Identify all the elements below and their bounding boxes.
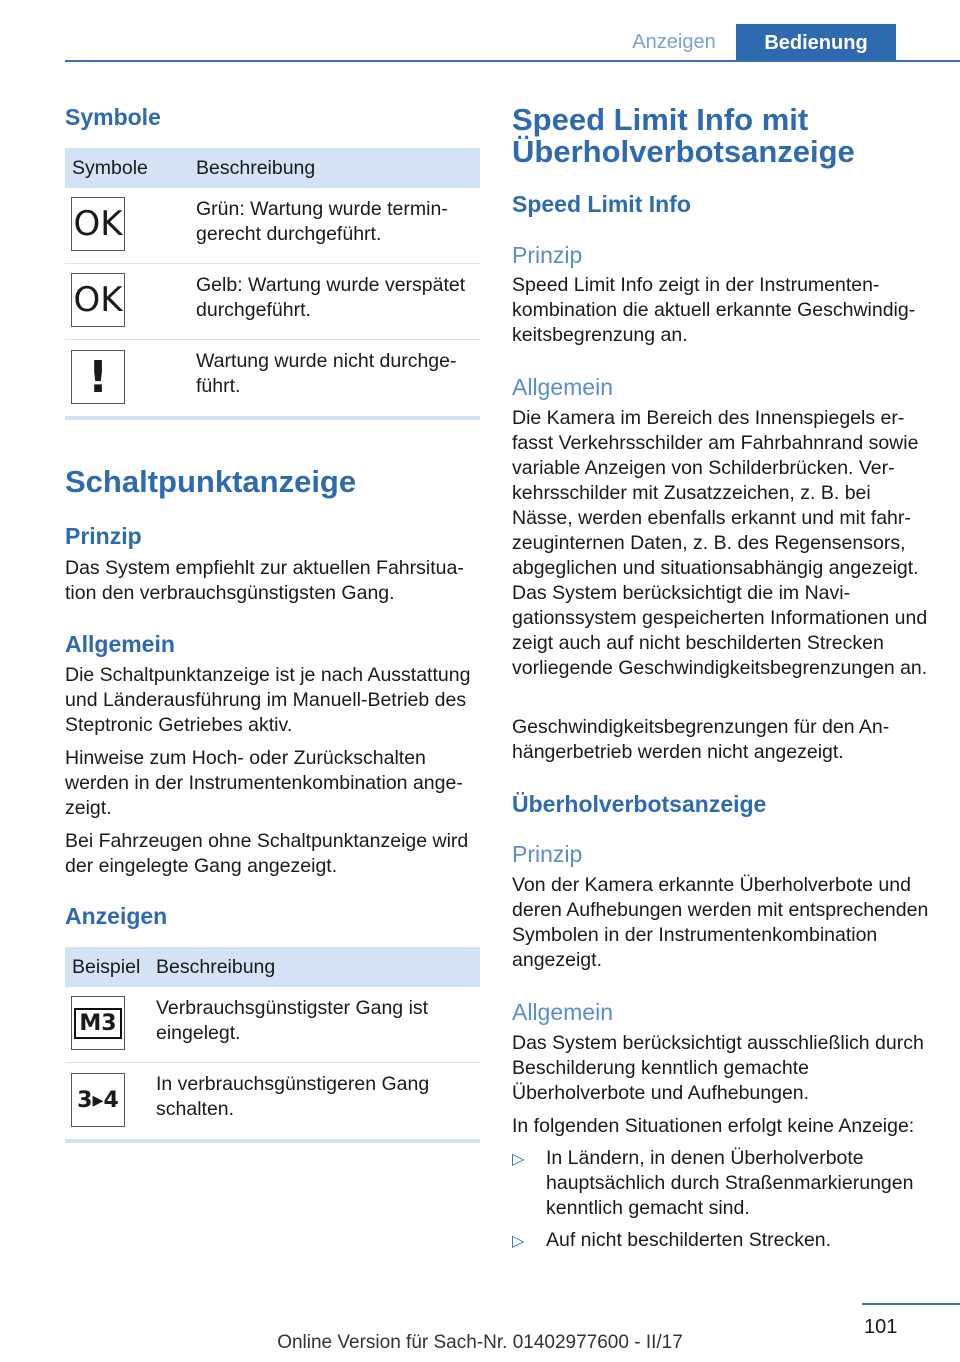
symbole-heading: Symbole <box>65 104 161 130</box>
table-header <box>65 148 480 188</box>
prinzip-heading: Prinzip <box>512 841 583 867</box>
footer-text: Online Version für Sach-Nr. 01402977600 - II/17 <box>277 1332 683 1353</box>
allgemein-paragraph: Hinweise zum Hoch- oder Zurückschalten werden in der Instrumentenkombination angezeigt. <box>65 747 463 819</box>
ok-green-icon: OK <box>71 197 125 251</box>
ok-yellow-icon: OK <box>71 273 125 327</box>
allgemein-paragraph: In folgenden Situationen erfolgt keine Anzeige: <box>512 1115 915 1137</box>
table-row <box>65 264 480 340</box>
allgemein-heading: Allgemein <box>512 999 613 1025</box>
allgemein-paragraph: Die Kamera im Bereich des Innenspiegels erfasst Verkehrsschilder am Fahrbahnrand sowie variable Anzeigen von Schilderbrücken. Verkehrsschilder mit Zusatzzeichen, z. B. bei Nässe, werden ebenfalls erkannt und mit fahrzeuginternen Daten, z. B. des Regensensors, abgeglichen und situationsabhängig angezeigt. Das System berücksichtigt die im Navigationssystem gespeicherten Informationen und zeigt auch auf nicht beschilderten Strecken vorliegende Geschwindigkeitsbegrenzungen an. <box>512 407 928 679</box>
triangle-bullet-icon: ▷ <box>512 1151 525 1168</box>
list-item <box>512 1146 932 1226</box>
prinzip-text: Speed Limit Info zeigt in der Instrumentenkombination die aktuell erkannte Geschwindigkeitsbegrenzung an. <box>512 274 916 346</box>
allgemein-paragraph: Das System berücksichtigt ausschließlich durch Beschilderung kenntlich gemachte Überholverbote und Aufhebungen. <box>512 1032 924 1104</box>
table-end-bar <box>65 1139 480 1143</box>
column-header: Symbole <box>72 157 148 179</box>
ueberholverbot-heading: Überholverbotsanzeige <box>512 791 767 817</box>
row-description: Wartung wurde nicht durchgeführt. <box>196 350 457 397</box>
column-header: Beispiel <box>72 956 141 978</box>
exclamation-icon: ! <box>71 350 125 404</box>
column-header: Beschreibung <box>156 956 276 978</box>
speed-limit-info-heading: Speed Limit Info <box>512 191 691 217</box>
row-description: Grün: Wartung wurde termingerecht durchgeführt. <box>196 198 448 245</box>
allgemein-heading: Allgemein <box>65 631 175 657</box>
list-item-text: Auf nicht beschilderten Strecken. <box>546 1229 832 1251</box>
table-row <box>65 188 480 264</box>
row-description: In verbrauchsgünstigeren Gang schalten. <box>156 1073 430 1120</box>
column-header: Beschreibung <box>196 157 316 179</box>
allgemein-paragraph: Bei Fahrzeugen ohne Schaltpunktanzeige wird der eingelegte Gang angezeigt. <box>65 830 469 877</box>
anzeigen-table <box>65 947 480 1143</box>
triangle-bullet-icon: ▷ <box>512 1233 525 1250</box>
symbole-table <box>65 148 480 420</box>
list-item-text: In Ländern, in denen Überholverbote hauptsächlich durch Straßenmarkierungen kenntlich gemacht sind. <box>546 1147 914 1219</box>
row-description: Gelb: Wartung wurde verspätet durchgeführt. <box>196 274 466 321</box>
prinzip-text: Das System empfiehlt zur aktuellen Fahrsituation den verbrauchsgünstigsten Gang. <box>65 557 464 604</box>
table-row <box>65 987 480 1063</box>
anzeigen-heading: Anzeigen <box>65 903 168 929</box>
gear-m3-icon: M3 <box>71 996 125 1050</box>
allgemein-paragraph: Geschwindigkeitsbegrenzungen für den Anhängerbetrieb werden nicht angezeigt. <box>512 716 890 763</box>
header-tab-anzeigen[interactable]: Anzeigen <box>632 31 716 53</box>
gear-upshift-icon: 3▸4 <box>71 1073 125 1127</box>
prinzip-heading: Prinzip <box>65 523 142 549</box>
table-row <box>65 340 480 416</box>
prinzip-text: Von der Kamera erkannte Überholverbote und deren Aufhebungen werden mit entsprechenden Symbolen in der Instrumentenkombination angezeigt. <box>512 874 929 971</box>
table-row <box>65 1063 480 1139</box>
page-number: 101 <box>864 1316 898 1338</box>
footer-divider <box>862 1303 960 1305</box>
prinzip-heading: Prinzip <box>512 242 583 268</box>
row-description: Verbrauchsgünstigster Gang ist eingelegt. <box>156 997 429 1044</box>
header-divider <box>65 60 960 62</box>
table-end-bar <box>65 416 480 420</box>
list-item <box>512 1228 932 1258</box>
speed-limit-title: Speed Limit Info mit Überholverbotsanzeige <box>512 102 855 169</box>
schaltpunktanzeige-heading: Schaltpunktanzeige <box>65 464 357 499</box>
allgemein-heading: Allgemein <box>512 374 613 400</box>
header-tab-bedienung[interactable]: Bedienung <box>736 24 896 62</box>
allgemein-paragraph: Die Schaltpunktanzeige ist je nach Ausstattung und Länderausführung im Manuell-Betrieb des Steptronic Getriebes aktiv. <box>65 664 471 736</box>
table-header <box>65 947 480 987</box>
